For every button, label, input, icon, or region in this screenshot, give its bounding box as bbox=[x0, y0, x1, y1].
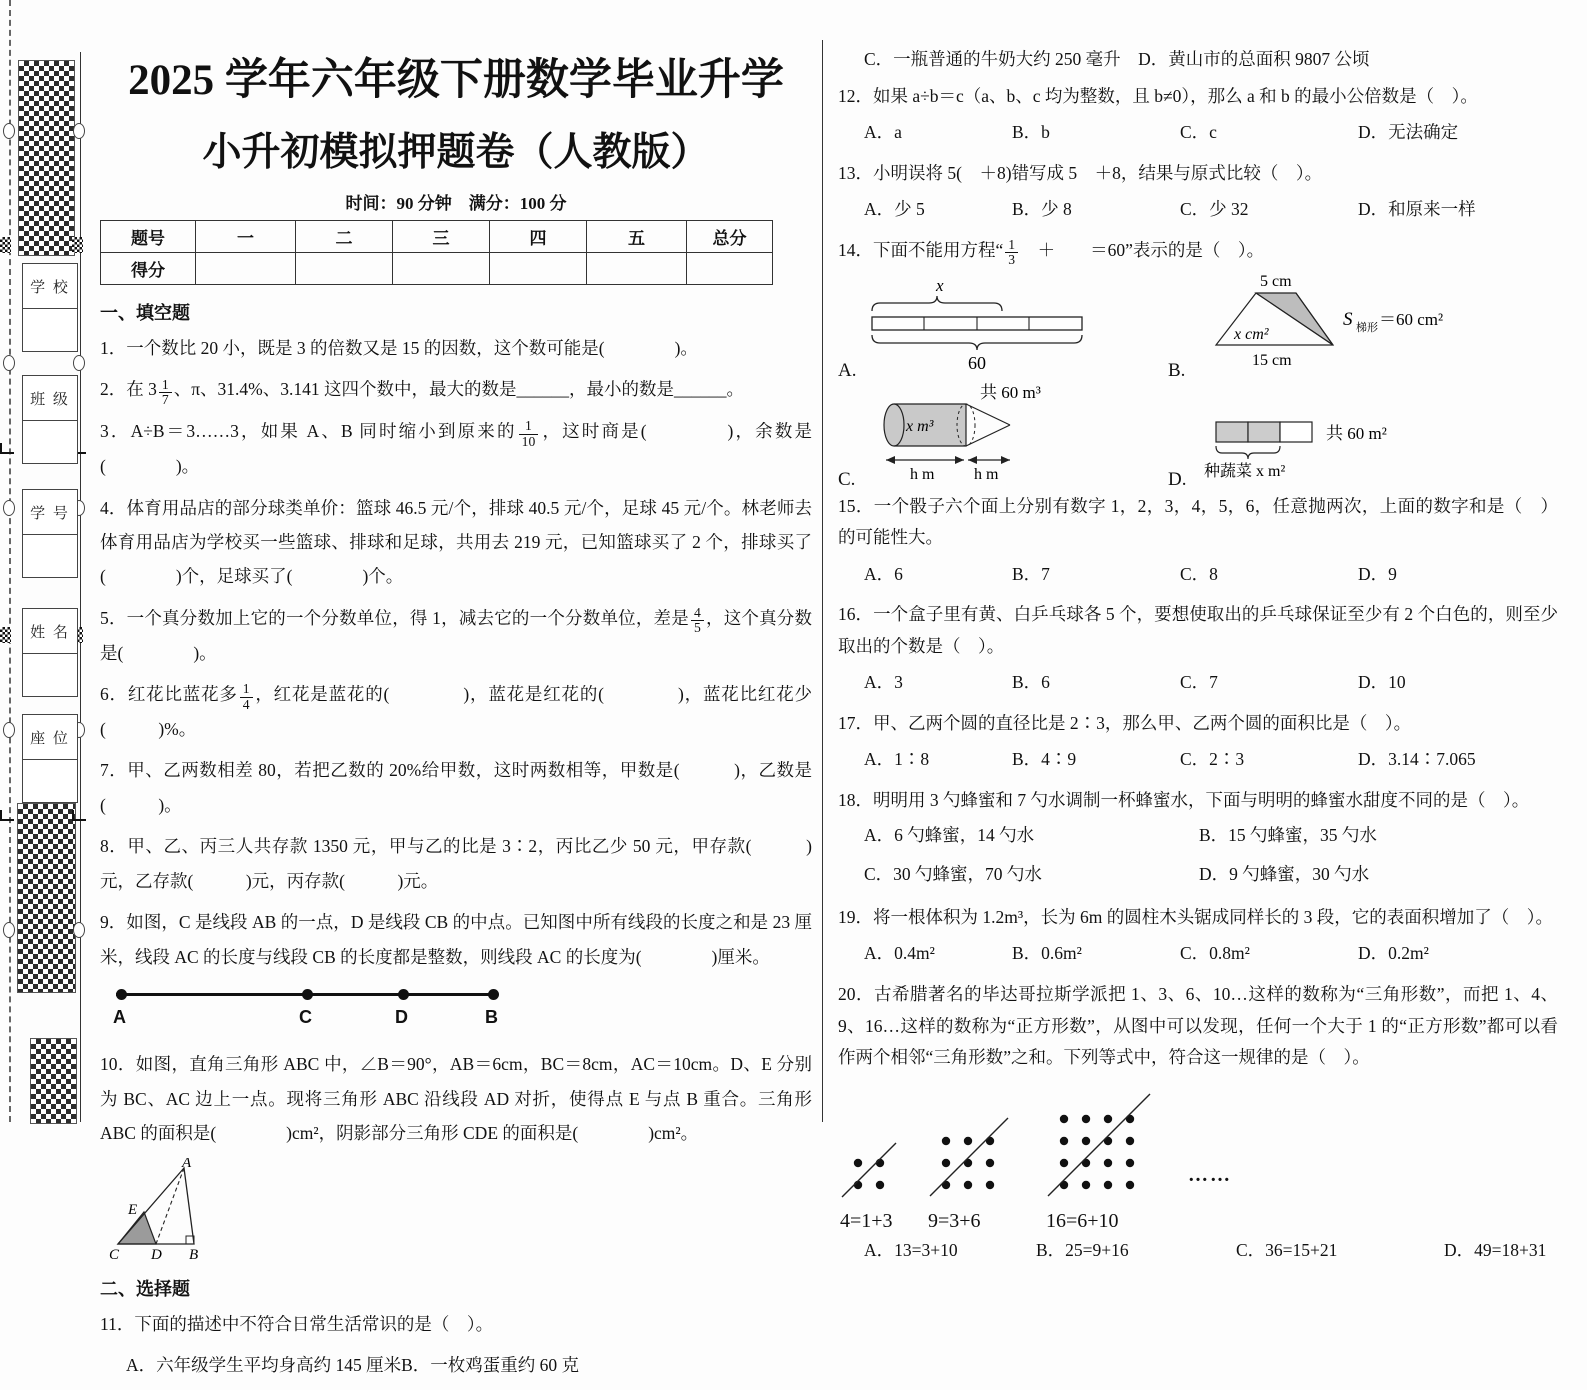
column-divider bbox=[822, 40, 823, 1122]
question-18-options bbox=[838, 821, 1558, 890]
score-cell[interactable] bbox=[587, 253, 687, 285]
question-2: 2．在 3 $\frac{1}{7}$ 、π、31.4%、3.141 这四个数中，最大的数是______，最小的数是______。 bbox=[100, 376, 744, 407]
binding-mark-icon bbox=[72, 237, 83, 253]
figure-letter: D. bbox=[1168, 468, 1187, 490]
option: D．49=18+31 bbox=[1444, 1239, 1547, 1260]
option: D．10 bbox=[1358, 672, 1406, 693]
score-cell[interactable] bbox=[687, 253, 773, 285]
question-11-options-cd: C．一瓶普通的牛奶大约 250 毫升 D．黄山市的总面积 9807 公顷 bbox=[864, 49, 1370, 69]
option: B．6 bbox=[1012, 672, 1050, 693]
binding-mark-icon bbox=[0, 810, 14, 821]
option: A．13=3+10 bbox=[864, 1239, 958, 1260]
field-label: 姓 名 bbox=[23, 609, 77, 654]
dim-label: 5 cm bbox=[1260, 272, 1292, 290]
segment-figure bbox=[106, 981, 526, 1037]
total-label: 60 bbox=[968, 352, 986, 373]
option: D．9 bbox=[1358, 563, 1397, 584]
option: B．0.6m² bbox=[1012, 943, 1082, 964]
option: A．0.4m² bbox=[864, 943, 935, 964]
brace-label: 种蔬菜 x m² bbox=[1204, 462, 1286, 480]
question-4: 4．体育用品店的部分球类单价：篮球 46.5 元/个，排球 40.5 元/个，足球 45 元/个。林老师去体育用品店为学校买一些篮球、排球和足球，共用去 219 元，已知篮球买了 2 个，排球买了( )个，足球买了( )个。 bbox=[100, 497, 812, 587]
score-row-label: 得分 bbox=[101, 253, 196, 285]
q14-figures-ab bbox=[838, 272, 1558, 381]
binding-mark-icon bbox=[0, 237, 11, 253]
score-header-cell: 五 bbox=[587, 221, 687, 253]
section-title-choice: 二、选择题 bbox=[100, 1278, 190, 1299]
score-header-cell: 四 bbox=[490, 221, 587, 253]
option: A．少 5 bbox=[864, 199, 925, 220]
question-19: 19．将一根体积为 1.2m³，长为 6m 的圆柱木头锯成同样长的 3 段，它的表面积增加了（ ）。 bbox=[838, 906, 1553, 927]
score-header-cell: 题号 bbox=[101, 221, 196, 253]
field-label: 学 校 bbox=[23, 264, 77, 309]
question-3: 3．A÷B＝3……3，如果 A、B 同时缩小到原来的 $\frac{1}{10}$ ，这时商是( )，余数是( )。 bbox=[100, 418, 812, 477]
question-20-options bbox=[838, 1237, 1558, 1262]
q14-figure-a bbox=[838, 276, 1168, 381]
point-label: B bbox=[485, 1007, 498, 1028]
question-7: 7．甲、乙两数相差 80，若把乙数的 20%给甲数，这时两数相等，甲数是( )，乙数是( )。 bbox=[100, 760, 812, 815]
option: B．15 勺蜂蜜，35 勺水 bbox=[1199, 825, 1377, 846]
score-cell[interactable] bbox=[393, 253, 490, 285]
ring-mark-icon bbox=[73, 922, 85, 938]
area-label: x cm² bbox=[1234, 325, 1269, 343]
total-label: 共 60 m³ bbox=[980, 382, 1041, 402]
point-label: D bbox=[395, 1007, 408, 1028]
field-blank[interactable] bbox=[23, 760, 77, 802]
point-label: A bbox=[113, 1007, 126, 1028]
page-title: 2025 学年六年级下册数学毕业升学 bbox=[128, 57, 784, 104]
figure-letter: B. bbox=[1168, 359, 1186, 381]
binding-mark-icon bbox=[0, 443, 14, 454]
dot-equation: 9=3+6 bbox=[928, 1209, 981, 1232]
q14-figure-d bbox=[1168, 394, 1548, 490]
option: C．少 32 bbox=[1180, 199, 1249, 220]
question-13-options bbox=[838, 194, 1558, 225]
option: C．7 bbox=[1180, 672, 1218, 693]
s-sub-label: 梯形 bbox=[1356, 321, 1378, 334]
option: A．a bbox=[864, 122, 902, 142]
left-column bbox=[100, 40, 812, 1390]
binding-checker-strip bbox=[17, 803, 76, 993]
question-9: 9．如图，C 是线段 AB 的一点，D 是线段 CB 的中点。已知图中所有线段的长度之和是 23 厘米，线段 AC 的长度与线段 CB 的长度都是整数，则线段 AC 的长度为( )厘米。 bbox=[100, 912, 812, 967]
fraction: $\frac{4}{5}$ bbox=[691, 606, 704, 636]
dim-label: 15 cm bbox=[1252, 351, 1292, 369]
question-13: 13．小明误将 5( ＋8)错写成 5 ＋8，结果与原式比较（ ）。 bbox=[838, 162, 1323, 183]
ring-mark-icon bbox=[3, 722, 15, 738]
ring-mark-icon bbox=[3, 500, 15, 516]
point-dot bbox=[488, 989, 499, 1000]
question-8: 8．甲、乙、丙三人共存款 1350 元，甲与乙的比是 3∶2，丙比乙少 50 元，甲存款( )元，乙存款( )元，丙存款( )元。 bbox=[100, 836, 812, 891]
option: C．2∶3 bbox=[1180, 749, 1245, 770]
score-cell[interactable] bbox=[490, 253, 587, 285]
field-box-school bbox=[22, 263, 78, 352]
vertex-label: D bbox=[151, 1246, 162, 1262]
option: C．8 bbox=[1180, 563, 1218, 584]
field-label: 学 号 bbox=[23, 490, 77, 535]
dot-figure-2 bbox=[928, 1101, 1020, 1233]
binding-checker-strip bbox=[30, 1038, 77, 1124]
field-label: 班 级 bbox=[23, 376, 77, 421]
field-blank[interactable] bbox=[23, 654, 77, 696]
option: D．和原来一样 bbox=[1358, 199, 1476, 220]
point-dot bbox=[398, 989, 409, 1000]
vertex-label: A bbox=[182, 1157, 192, 1171]
option: D．0.2m² bbox=[1358, 943, 1429, 964]
option: A．6 勺蜂蜜，14 勺水 bbox=[864, 825, 1035, 846]
ring-mark-icon bbox=[3, 355, 15, 371]
option: A．6 bbox=[864, 563, 903, 584]
q14-figures-cd bbox=[838, 382, 1558, 490]
option: B．少 8 bbox=[1012, 199, 1072, 220]
question-14: 14．下面不能用方程“ $\frac{1}{3}$ ＋ ＝60”表示的是（ ）。 bbox=[838, 236, 1265, 268]
score-header-cell: 三 bbox=[393, 221, 490, 253]
question-1: 1．一个数比 20 小，既是 3 的倍数又是 15 的因数，这个数可能是( )。 bbox=[100, 338, 698, 358]
right-column bbox=[838, 44, 1558, 1262]
figure-letter: A. bbox=[838, 359, 857, 381]
fraction: $\frac{1}{7}$ bbox=[159, 378, 172, 408]
question-18: 18．明明用 3 勺蜂蜜和 7 勺水调制一杯蜂蜜水，下面与明明的蜂蜜水甜度不同的是（ ）。 bbox=[838, 789, 1530, 810]
fraction: $\frac{1}{10}$ bbox=[519, 419, 539, 449]
option: B．b bbox=[1012, 122, 1050, 142]
field-box-student-no bbox=[22, 489, 78, 578]
dot-figure-3 bbox=[1046, 1079, 1162, 1233]
field-blank[interactable] bbox=[23, 309, 77, 351]
question-15-options bbox=[838, 559, 1558, 590]
fraction: $\frac{1}{4}$ bbox=[240, 682, 253, 712]
point-dot bbox=[302, 989, 313, 1000]
score-table bbox=[100, 220, 773, 285]
option: D．9 勺蜂蜜，30 勺水 bbox=[1199, 864, 1370, 885]
score-cell[interactable] bbox=[296, 253, 393, 285]
option: C．30 勺蜂蜜，70 勺水 bbox=[864, 864, 1042, 885]
option: D．无法确定 bbox=[1358, 122, 1459, 142]
field-label: 座 位 bbox=[23, 715, 77, 760]
option: B．25=9+16 bbox=[1036, 1239, 1129, 1260]
dim-label: h m bbox=[910, 465, 935, 482]
binding-dashed-line bbox=[9, 0, 11, 1122]
dot-equation: 16=6+10 bbox=[1046, 1209, 1119, 1232]
question-20: 20．古希腊著名的毕达哥拉斯学派把 1、3、6、10…这样的数称为“三角形数”，而把 1、4、9、16…这样的数称为“正方形数”，从图中可以发现，任何一个大于 1 的“正方形数”都可以看作两个相邻“三角形数”之和。下列等式中，符合这一规律的是（ ）。 bbox=[838, 984, 1558, 1068]
option: A．1∶8 bbox=[864, 749, 930, 770]
exam-meta: 时间：90 分钟 满分：100 分 bbox=[345, 194, 567, 213]
dot-equation: 4=1+3 bbox=[840, 1209, 893, 1232]
point-dot bbox=[116, 989, 127, 1000]
x-label: x bbox=[936, 276, 944, 295]
field-box-name bbox=[22, 608, 78, 697]
question-12-options bbox=[838, 117, 1558, 148]
triangle-figure bbox=[108, 1158, 238, 1262]
option: C．36=15+21 bbox=[1236, 1239, 1338, 1260]
fraction: $\frac{1}{3}$ bbox=[1005, 238, 1018, 268]
binding-solid-line bbox=[80, 52, 81, 1122]
vertex-label: C bbox=[109, 1246, 120, 1262]
q14-figure-b bbox=[1168, 272, 1548, 381]
question-11-options-ab: A．六年级学生平均身高约 145 厘米B．一枚鸡蛋重约 60 克 bbox=[126, 1355, 580, 1376]
question-6: 6．红花比蓝花多 $\frac{1}{4}$ ，红花是蓝花的( )，蓝花是红花的( )，蓝花比红花少( )%。 bbox=[100, 681, 813, 739]
question-19-options bbox=[838, 938, 1558, 969]
field-box-seat bbox=[22, 714, 78, 803]
question-17-options bbox=[838, 744, 1558, 775]
option: B．7 bbox=[1012, 563, 1050, 584]
field-blank[interactable] bbox=[23, 535, 77, 577]
q14-figure-c bbox=[838, 382, 1168, 490]
s-value: ＝60 cm² bbox=[1379, 309, 1444, 329]
binding-checker-strip bbox=[18, 60, 75, 256]
field-blank[interactable] bbox=[23, 421, 77, 463]
vertex-label: E bbox=[128, 1201, 138, 1218]
q20-dot-figures bbox=[840, 1079, 1558, 1233]
question-5: 5．一个真分数加上它的一个分数单位，得 1，减去它的一个分数单位，差是 $\frac{4}{5}$ ，这个真分数是( )。 bbox=[100, 605, 813, 663]
section-title-fill: 一、填空题 bbox=[100, 303, 190, 323]
vertex-label: B bbox=[189, 1246, 199, 1262]
option: C．0.8m² bbox=[1180, 943, 1250, 964]
volume-label: x m³ bbox=[906, 417, 934, 435]
option: D．3.14∶7.065 bbox=[1358, 749, 1476, 770]
ring-mark-icon bbox=[3, 123, 15, 139]
figure-letter: C. bbox=[838, 468, 856, 490]
score-header-cell: 一 bbox=[196, 221, 296, 253]
s-label: S bbox=[1343, 308, 1353, 330]
page-subtitle: 小升初模拟押题卷（人教版） bbox=[202, 131, 710, 174]
question-11: 11．下面的描述中不符合日常生活常识的是（ ）。 bbox=[100, 1313, 494, 1334]
question-16-options bbox=[838, 667, 1558, 698]
binding-mark-icon bbox=[0, 627, 11, 643]
question-15: 15．一个骰子六个面上分别有数字 1，2，3，4，5，6，任意抛两次，上面的数字和是（ ）的可能性大。 bbox=[838, 495, 1558, 548]
field-box-class bbox=[22, 375, 78, 464]
dim-label: h m bbox=[974, 465, 999, 482]
score-header-cell: 二 bbox=[296, 221, 393, 253]
option: C．c bbox=[1180, 122, 1217, 142]
option: B．4∶9 bbox=[1012, 749, 1077, 770]
score-cell[interactable] bbox=[196, 253, 296, 285]
ring-mark-icon bbox=[73, 123, 85, 139]
score-header-cell: 总分 bbox=[687, 221, 773, 253]
point-label: C bbox=[299, 1007, 312, 1028]
total-label: 共 60 m² bbox=[1326, 423, 1387, 443]
binding-mark-icon bbox=[72, 810, 86, 821]
ring-mark-icon bbox=[3, 922, 15, 938]
question-16: 16．一个盒子里有黄、白乒乓球各 5 个，要想使取出的乒乓球保证至少有 2 个白色的，则至少取出的个数是（ ）。 bbox=[838, 604, 1558, 656]
ellipsis-label: …… bbox=[1188, 1163, 1232, 1186]
dot-figure-1 bbox=[840, 1123, 902, 1233]
question-17: 17．甲、乙两个圆的直径比是 2∶3，那么甲、乙两个圆的面积比是（ ）。 bbox=[838, 712, 1412, 733]
question-12: 12．如果 a÷b＝c（a、b、c 均为整数，且 b≠0），那么 a 和 b 的最小公倍数是（ ）。 bbox=[838, 85, 1478, 106]
option: A．3 bbox=[864, 672, 903, 693]
question-10: 10．如图，直角三角形 ABC 中，∠B＝90°，AB＝6cm，BC＝8cm，AC＝10cm。D、E 分别为 BC、AC 边上一点。现将三角形 ABC 沿线段 AD 对折，使得点 E 与点 B 重合。三角形 ABC 的面积是( )cm²，阴影部分三角形 CDE 的面积是( )cm²。 bbox=[100, 1054, 812, 1144]
ring-mark-icon bbox=[73, 355, 85, 371]
